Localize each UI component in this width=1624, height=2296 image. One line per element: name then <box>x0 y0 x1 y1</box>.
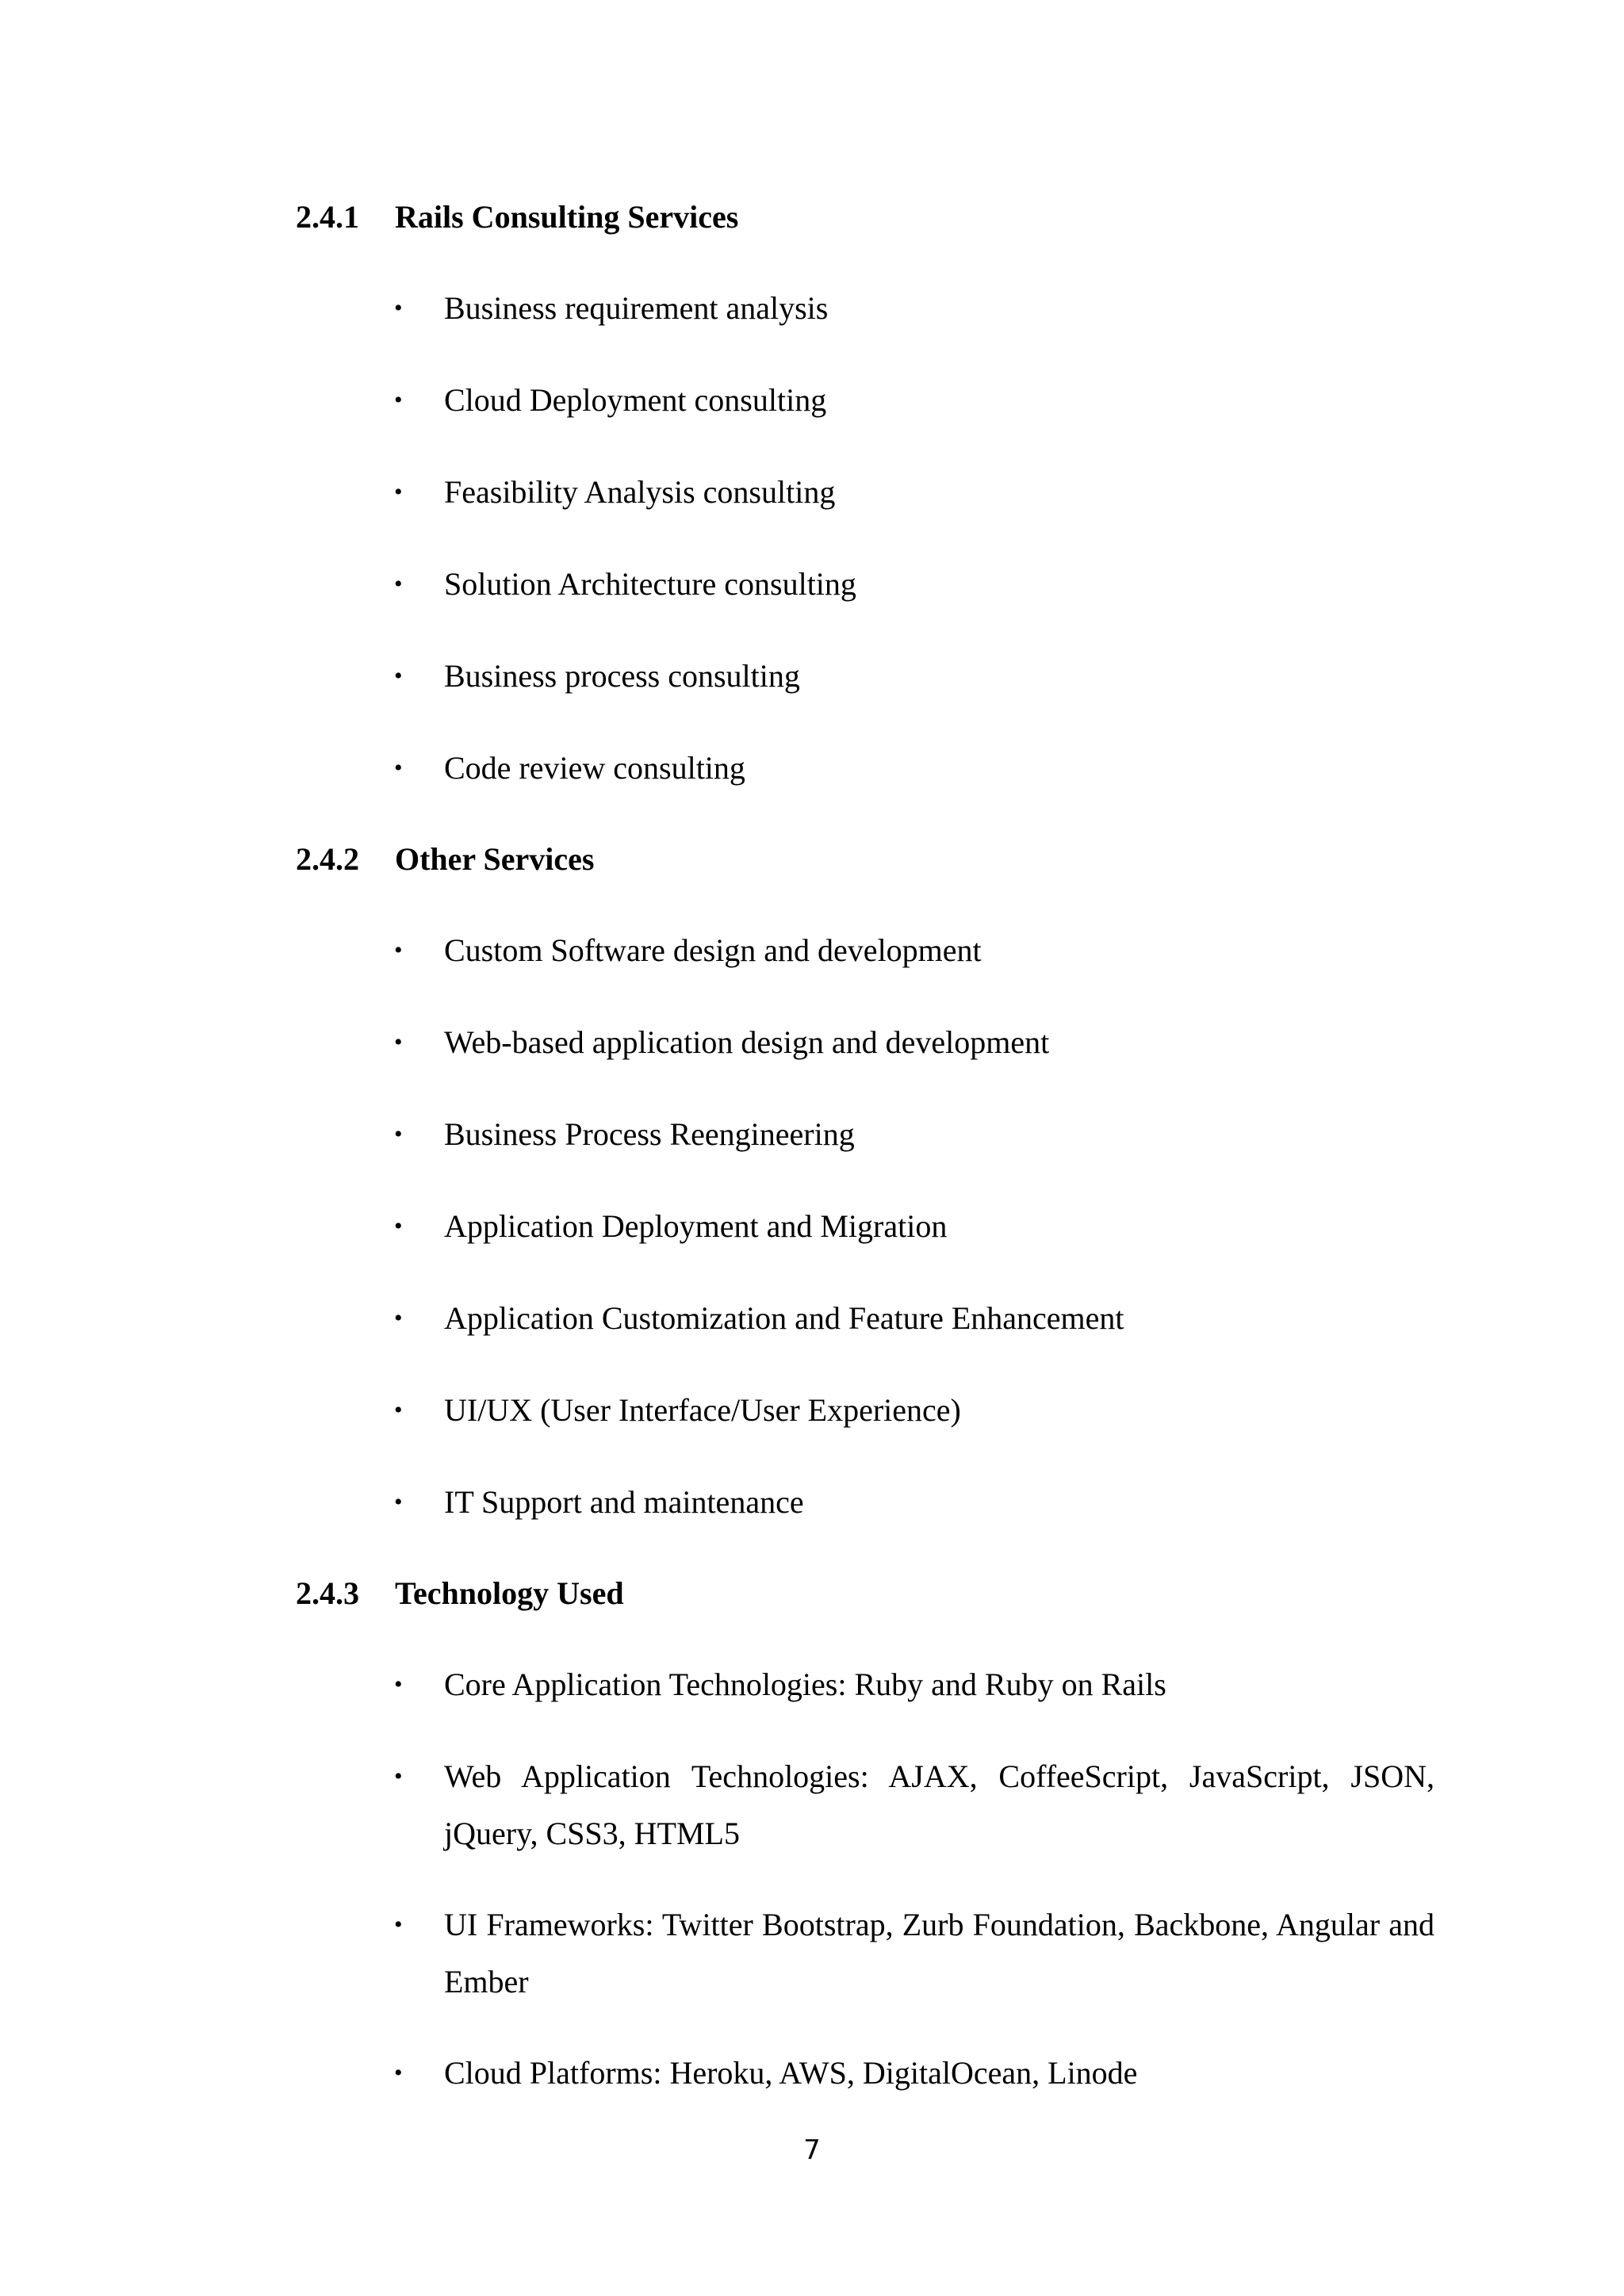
list-item-text: Application Customization and Feature Enhancement <box>444 1300 1124 1336</box>
bullet-icon: • <box>394 1763 403 1789</box>
bullet-icon: • <box>394 663 403 689</box>
list-item-text: UI Frameworks: Twitter Bootstrap, Zurb Foundation, Backbone, Angular and Ember <box>444 1907 1434 1999</box>
list-item <box>394 740 1434 797</box>
list-item <box>394 556 1434 613</box>
bullet-icon: • <box>394 755 403 781</box>
section-title: Technology Used <box>395 1575 624 1611</box>
section-heading <box>296 198 738 236</box>
section-title: Rails Consulting Services <box>395 199 739 235</box>
section-number: 2.4.1 <box>296 199 359 235</box>
bullet-icon: • <box>394 2060 403 2086</box>
bullet-icon: • <box>394 571 403 597</box>
page-number: 7 <box>803 2134 821 2166</box>
list-item-text: Web-based application design and development <box>444 1024 1050 1060</box>
bullet-icon: • <box>394 1671 403 1697</box>
list-item <box>394 372 1434 429</box>
list-item-text: Custom Software design and development <box>444 932 982 968</box>
list-item <box>394 280 1434 337</box>
list-item-text: Application Deployment and Migration <box>444 1208 948 1244</box>
list-item-text: Business process consulting <box>444 658 800 694</box>
list-item <box>394 1290 1434 1347</box>
bullet-icon: • <box>394 479 403 505</box>
section-heading <box>296 1575 624 1613</box>
list-item <box>394 1014 1434 1071</box>
list-item <box>394 1748 1434 1862</box>
bullet-icon: • <box>394 1213 403 1239</box>
list-item-text: IT Support and maintenance <box>444 1484 804 1520</box>
list-item <box>394 648 1434 705</box>
list-item-text: Business Process Reengineering <box>444 1116 855 1152</box>
section-heading <box>296 840 594 878</box>
list-item <box>394 1198 1434 1255</box>
list-item-text: Code review consulting <box>444 750 745 786</box>
list-item-text: Feasibility Analysis consulting <box>444 474 836 510</box>
bullet-icon: • <box>394 1029 403 1055</box>
bullet-icon: • <box>394 1397 403 1423</box>
list-item-text: Business requirement analysis <box>444 290 829 326</box>
list-item-text: UI/UX (User Interface/User Experience) <box>444 1392 961 1428</box>
list-item <box>394 1656 1434 1713</box>
list-item-text: Cloud Deployment consulting <box>444 382 827 418</box>
list-item-text: Core Application Technologies: Ruby and Ruby on Rails <box>444 1667 1166 1702</box>
list-item <box>394 464 1434 521</box>
list-item-text: Solution Architecture consulting <box>444 566 856 602</box>
list-item <box>394 1106 1434 1163</box>
bullet-icon: • <box>394 937 403 963</box>
list-item <box>394 1474 1434 1531</box>
list-item <box>394 1382 1434 1439</box>
bullet-icon: • <box>394 1121 403 1147</box>
bullet-icon: • <box>394 295 403 321</box>
list-item-text: Cloud Platforms: Heroku, AWS, DigitalOcean, Linode <box>444 2055 1138 2091</box>
list-item <box>394 922 1434 979</box>
bullet-icon: • <box>394 387 403 413</box>
list-item <box>394 2045 1434 2102</box>
list-item-text: Web Application Technologies: AJAX, CoffeeScript, JavaScript, JSON, jQuery, CSS3, HTML5 <box>444 1758 1434 1851</box>
bullet-icon: • <box>394 1305 403 1331</box>
section-title: Other Services <box>395 841 595 877</box>
bullet-icon: • <box>394 1911 403 1938</box>
section-number: 2.4.2 <box>296 841 359 877</box>
bullet-icon: • <box>394 1489 403 1515</box>
section-number: 2.4.3 <box>296 1575 359 1611</box>
list-item <box>394 1896 1434 2011</box>
